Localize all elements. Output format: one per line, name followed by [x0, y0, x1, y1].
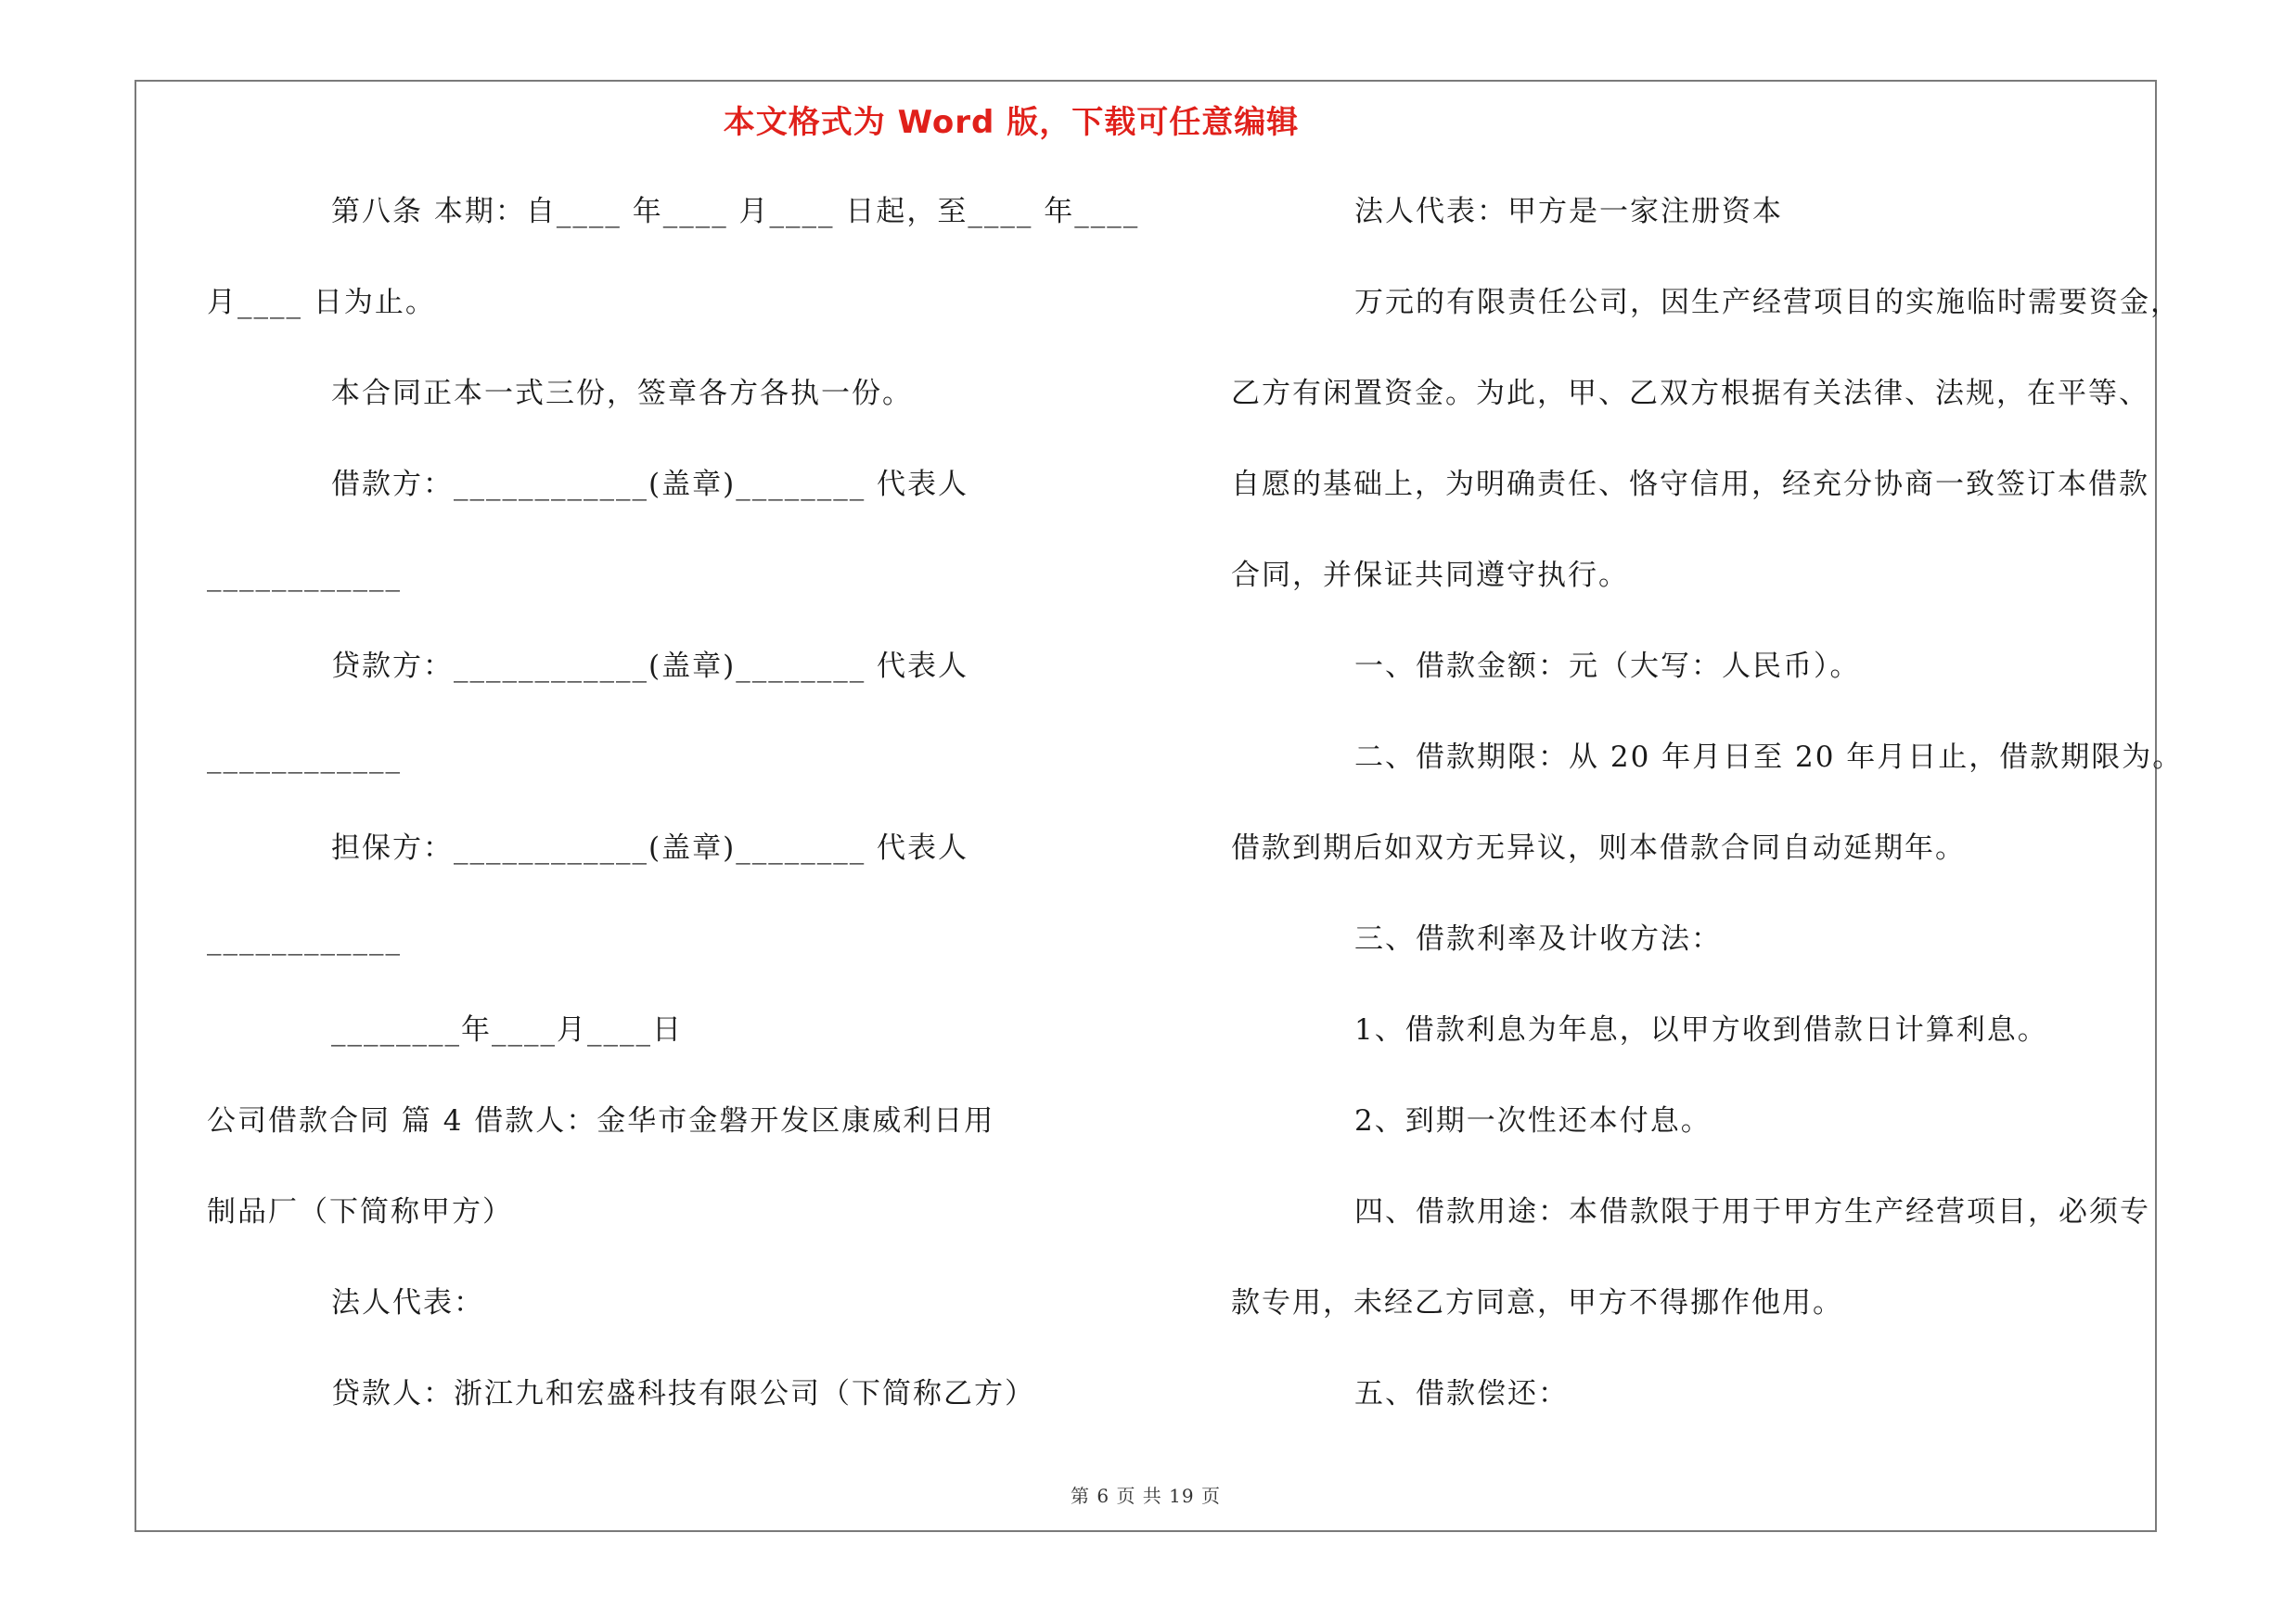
left-line-6: 贷款方：____________(盖章)________ 代表人 — [331, 650, 969, 683]
right-line-7: 二、借款期限：从 20 年月日至 20 年月日止，借款期限为。 — [1354, 741, 2184, 774]
right-line-2: 万元的有限责任公司，因生产经营项目的实施临时需要资金， — [1354, 286, 2181, 319]
page-footer: 第 6 页 共 19 页 — [1071, 1485, 1221, 1507]
left-line-11: 公司借款合同 篇 4 借款人：金华市金磐开发区康威利日用 — [207, 1104, 995, 1138]
right-line-6: 一、借款金额：元（大写：人民币）。 — [1354, 650, 1861, 683]
left-line-10: ________年____月____日 — [331, 1013, 683, 1047]
left-line-5: ____________ — [207, 559, 402, 592]
right-line-3: 乙方有闲置资金。为此，甲、乙双方根据有关法律、法规，在平等、 — [1231, 377, 2149, 410]
right-line-8: 借款到期后如双方无异议，则本借款合同自动延期年。 — [1231, 831, 1966, 865]
left-line-3: 本合同正本一式三份，签章各方各执一份。 — [331, 377, 913, 410]
format-banner — [136, 97, 2155, 142]
left-line-2: 月____ 日为止。 — [207, 286, 436, 319]
left-line-13: 法人代表： — [331, 1286, 484, 1320]
left-line-12: 制品厂（下简称甲方） — [207, 1195, 513, 1229]
right-line-14: 五、借款偿还： — [1354, 1377, 1569, 1410]
right-line-13: 款专用，未经乙方同意，甲方不得挪作他用。 — [1231, 1286, 1843, 1320]
right-line-9: 三、借款利率及计收方法： — [1354, 922, 1722, 956]
right-line-10: 1、借款利息为年息，以甲方收到借款日计算利息。 — [1354, 1013, 2048, 1047]
left-line-8: 担保方：____________(盖章)________ 代表人 — [331, 831, 969, 865]
right-line-4: 自愿的基础上，为明确责任、恪守信用，经充分协商一致签订本借款 — [1231, 468, 2149, 501]
left-line-14: 贷款人：浙江九和宏盛科技有限公司（下简称乙方） — [331, 1377, 1035, 1410]
right-line-11: 2、到期一次性还本付息。 — [1354, 1104, 1712, 1138]
right-line-1: 法人代表：甲方是一家注册资本 — [1354, 195, 1783, 228]
right-line-12: 四、借款用途：本借款限于用于甲方生产经营项目，必须专 — [1354, 1195, 2150, 1229]
left-line-4: 借款方：____________(盖章)________ 代表人 — [331, 468, 969, 501]
left-line-7: ____________ — [207, 741, 402, 774]
left-line-1: 第八条 本期：自____ 年____ 月____ 日起，至____ 年____ — [331, 195, 1140, 228]
banner-text: 本文格式为 Word 版，下载可任意编辑 — [723, 104, 1300, 141]
right-line-5: 合同，并保证共同遵守执行。 — [1231, 559, 1629, 592]
document-page — [135, 80, 2184, 1532]
left-line-9: ____________ — [207, 922, 402, 956]
